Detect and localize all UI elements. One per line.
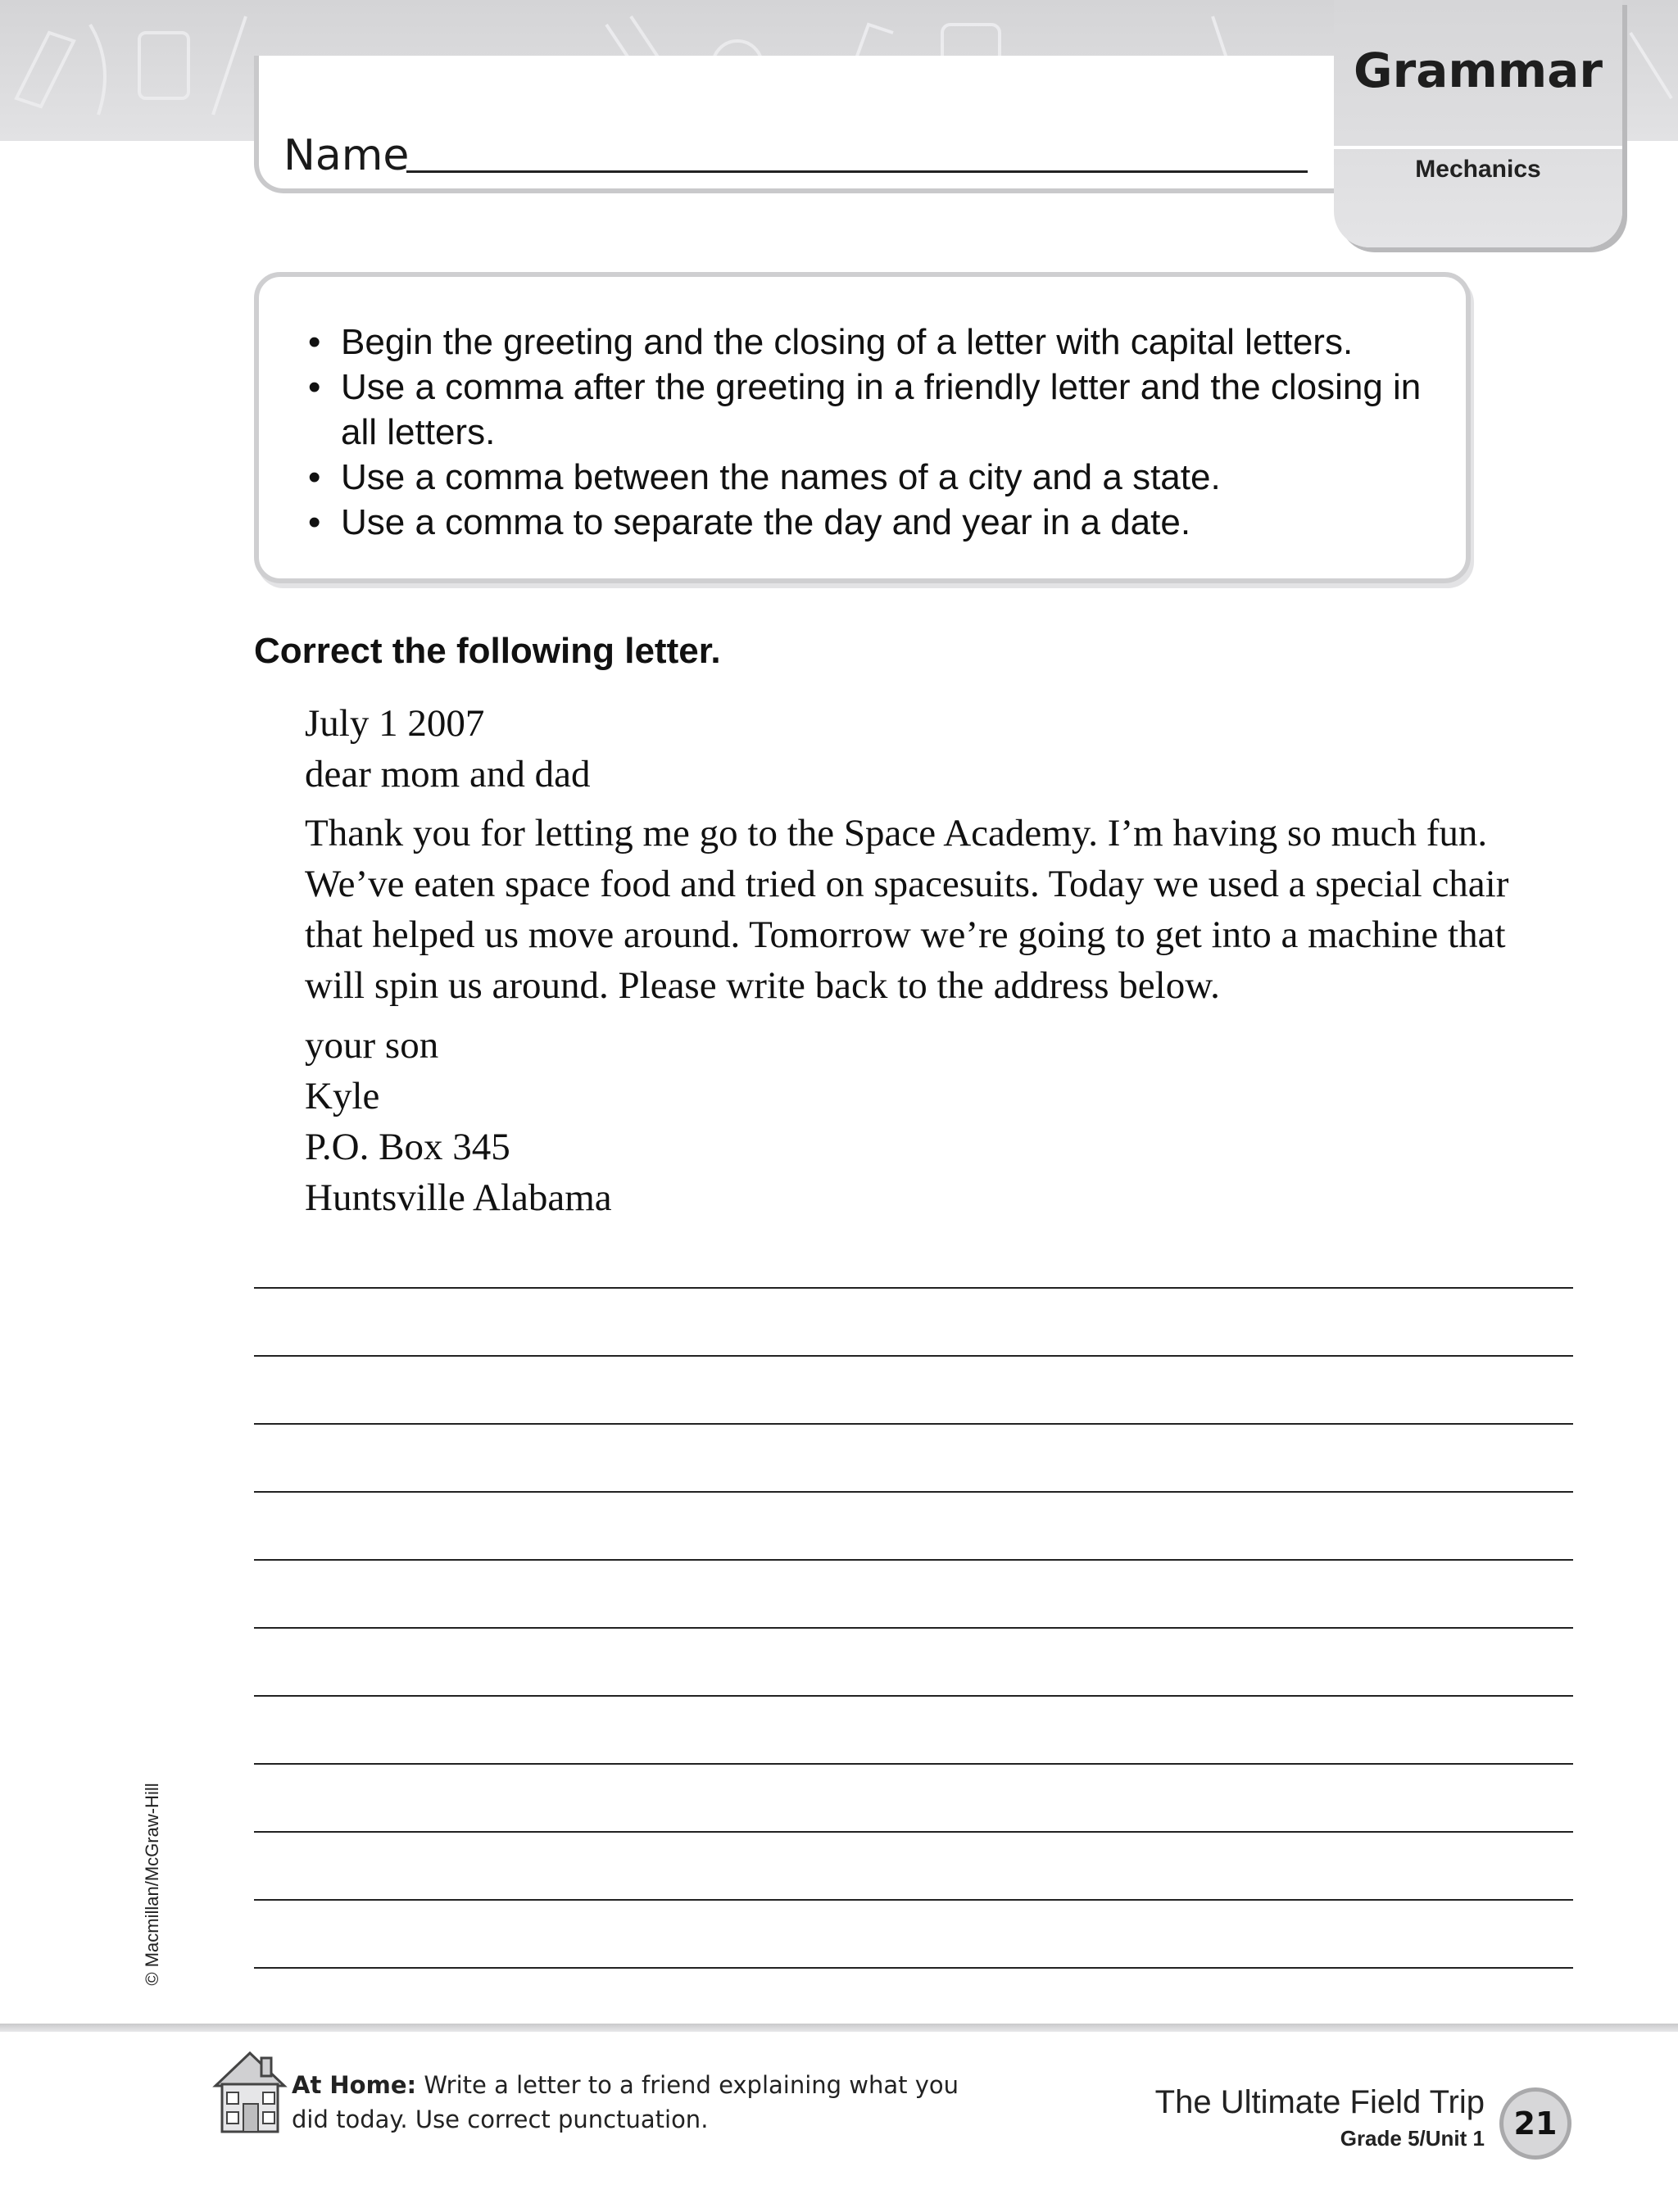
writing-line[interactable] <box>254 1695 1573 1697</box>
grade-unit: Grade 5/Unit 1 <box>1340 2126 1485 2151</box>
rule-item: • Use a comma to separate the day and year in a date. <box>308 500 1455 545</box>
writing-line[interactable] <box>254 1559 1573 1561</box>
rule-item: • Use a comma between the names of a city and a state. <box>308 455 1455 500</box>
name-field[interactable] <box>406 170 1308 173</box>
rule-item: • Use a comma after the greeting in a friendly letter and the closing in all letters. <box>308 365 1455 455</box>
tab-divider <box>1334 146 1622 149</box>
page-number: 21 <box>1499 2087 1571 2160</box>
letter-greeting: dear mom and dad <box>305 753 591 796</box>
subject-tab <box>1334 0 1622 247</box>
letter-body: Thank you for letting me go to the Space Academy. I’m having so much fun. We’ve eaten space food and tried on spacesuits. Today we used a special chair that helped us move around. Tomorrow we’re going to get into a machine that will spin us around. Please write back to the address below. <box>305 812 1509 1007</box>
story-title: The Ultimate Field Trip <box>1154 2084 1485 2120</box>
house-icon <box>209 2047 291 2137</box>
writing-line[interactable] <box>254 1355 1573 1357</box>
letter-address-line2: Huntsville Alabama <box>305 1176 612 1219</box>
writing-line[interactable] <box>254 1423 1573 1425</box>
letter-closing: your son <box>305 1024 439 1067</box>
rule-item: • Begin the greeting and the closing of a letter with capital letters. <box>308 320 1455 365</box>
story-info <box>1155 2084 1485 2151</box>
footer-rule <box>0 2024 1678 2032</box>
exercise-instruction: Correct the following letter. <box>254 631 721 671</box>
at-home-label: At Home: <box>292 2071 417 2099</box>
writing-line[interactable] <box>254 1967 1573 1969</box>
writing-line[interactable] <box>254 1831 1573 1833</box>
letter-date: July 1 2007 <box>305 702 485 745</box>
at-home-note <box>292 2068 964 2137</box>
writing-line[interactable] <box>254 1763 1573 1765</box>
writing-line[interactable] <box>254 1491 1573 1493</box>
name-card <box>254 56 1336 193</box>
letter-address-line1: P.O. Box 345 <box>305 1126 510 1168</box>
copyright-notice: © Macmillan/McGraw-Hill <box>142 1783 162 1986</box>
name-label: Name <box>283 131 410 180</box>
letter-signature: Kyle <box>305 1075 380 1117</box>
rules-list <box>308 320 1455 545</box>
topic-label: Mechanics <box>1415 156 1541 183</box>
at-home-text: Write a letter to a friend explaining what you did today. Use correct punctuation. <box>292 2071 959 2133</box>
writing-line[interactable] <box>254 1899 1573 1901</box>
rules-box <box>254 272 1471 583</box>
subject-title: Grammar <box>1354 43 1603 98</box>
writing-line[interactable] <box>254 1287 1573 1289</box>
writing-line[interactable] <box>254 1627 1573 1629</box>
